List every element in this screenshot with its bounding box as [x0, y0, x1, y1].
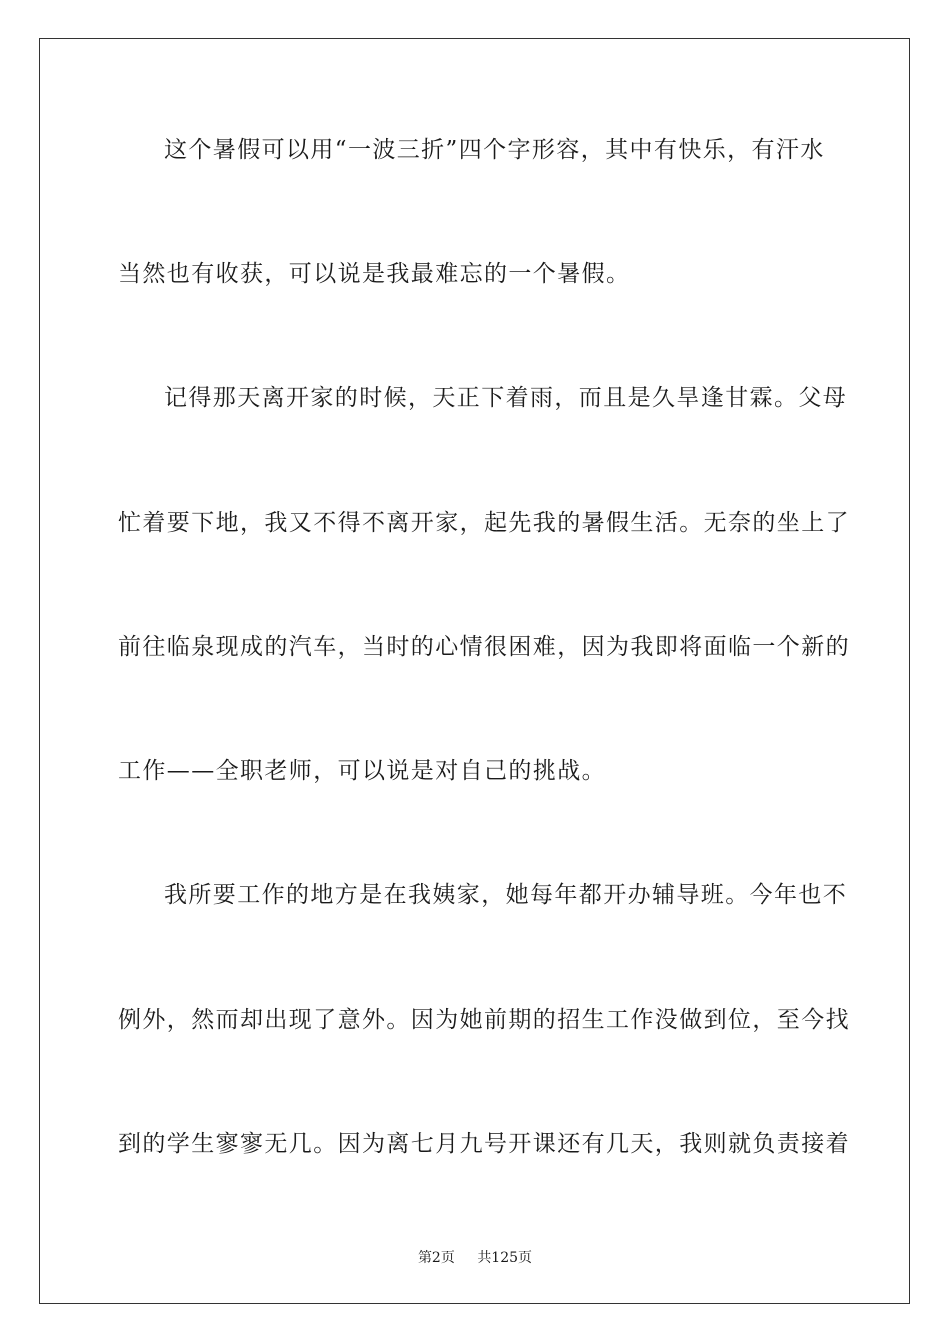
- paragraph-2-line-1: 记得那天离开家的时候，天正下着雨，而且是久旱逢甘霖。父母: [164, 385, 848, 411]
- paragraph-3-line-1: 我所要工作的地方是在我姨家，她每年都开办辅导班。今年也不: [164, 882, 848, 908]
- page-total: 共125页: [477, 1250, 533, 1266]
- page-footer: [0, 1247, 950, 1267]
- page-number: 第2页: [417, 1250, 455, 1266]
- paragraph-3-line-3: 到的学生寥寥无几。因为离七月九号开课还有几天，我则就负责接着: [118, 1131, 850, 1157]
- paragraph-2-line-3: 前往临泉现成的汽车，当时的心情很困难，因为我即将面临一个新的: [118, 634, 850, 660]
- paragraph-1-line-2: 当然也有收获，可以说是我最难忘的一个暑假。: [118, 261, 631, 287]
- paragraph-3-line-2: 例外，然而却出现了意外。因为她前期的招生工作没做到位，至今找: [118, 1007, 850, 1033]
- paragraph-2-line-2: 忙着要下地，我又不得不离开家，起先我的暑假生活。无奈的坐上了: [118, 510, 850, 536]
- page-border: [39, 38, 910, 1304]
- paragraph-1-line-1: 这个暑假可以用“一波三折”四个字形容，其中有快乐，有汗水: [164, 137, 825, 163]
- paragraph-2-line-4: 工作——全职老师，可以说是对自己的挑战。: [118, 758, 606, 784]
